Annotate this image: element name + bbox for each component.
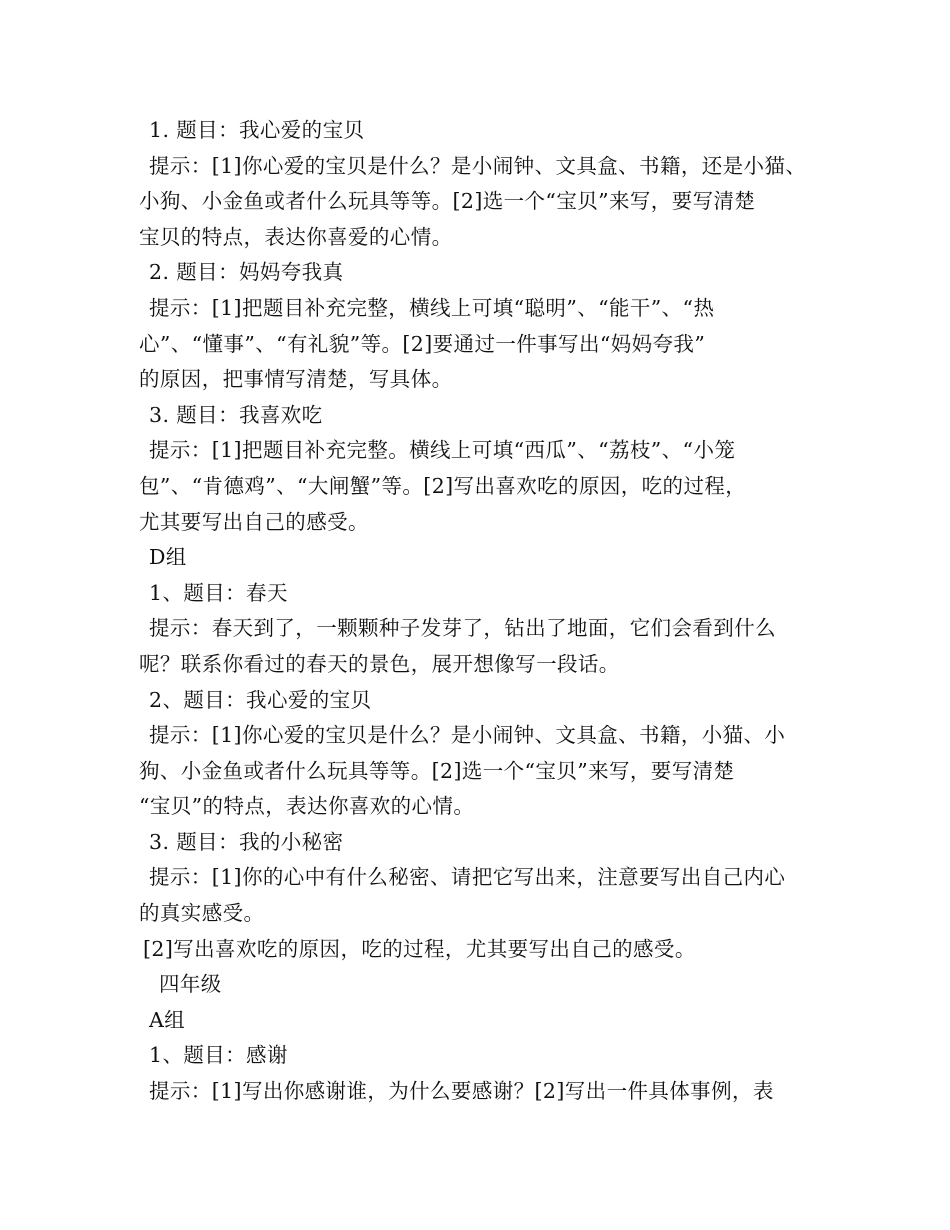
item-heading: 2、题目：我心爱的宝贝	[149, 687, 372, 712]
hint-line: 的原因，把事情写清楚，写具体。	[139, 367, 453, 392]
hint-line: 提示：[1]把题目补充完整，横线上可填“聪明”、“能干”、“热	[149, 295, 715, 320]
hint-line: 提示：[1]你心爱的宝贝是什么？是小闹钟、文具盒、书籍，小猫、小	[149, 723, 786, 748]
grade-heading: 四年级	[159, 972, 222, 997]
item-heading: 1、题目：感谢	[149, 1043, 288, 1068]
hint-line: 提示：[1]写出你感谢谁，为什么要感谢？[2]写出一件具体事例，表	[149, 1079, 774, 1104]
item-heading: 2. 题目：妈妈夸我真	[149, 260, 344, 285]
hint-line: “宝贝”的特点，表达你喜欢的心情。	[139, 794, 475, 819]
group-heading: A组	[149, 1007, 186, 1032]
hint-line: 心”、“懂事”、“有礼貌”等。[2]要通过一件事写出“妈妈夸我”	[139, 331, 706, 356]
item-heading: 1. 题目：我心爱的宝贝	[149, 118, 365, 142]
hint-line: 提示：[1]你心爱的宝贝是什么？是小闹钟、文具盒、书籍，还是小猫、	[149, 153, 807, 178]
hint-line: 提示：[1]你的心中有什么秘密、请把它写出来，注意要写出自己内心	[149, 865, 786, 890]
hint-line: 小狗、小金鱼或者什么玩具等等。[2]选一个“宝贝”来写，要写清楚	[139, 189, 756, 214]
hint-line: 的真实感受。	[139, 901, 265, 926]
item-heading: 1、题目：春天	[149, 580, 288, 605]
hint-line: 宝贝的特点，表达你喜爱的心情。	[139, 224, 453, 249]
item-heading: 3. 题目：我喜欢吃	[149, 402, 323, 427]
hint-line: 包”、“肯德鸡”、“大闸蟹”等。[2]写出喜欢吃的原因，吃的过程，	[139, 473, 747, 498]
hint-line: 提示：春天到了，一颗颗种子发芽了，钻出了地面，它们会看到什么	[149, 616, 776, 641]
hint-line: [2]写出喜欢吃的原因，吃的过程，尤其要写出自己的感受。	[143, 936, 696, 961]
hint-line: 尤其要写出自己的感受。	[139, 509, 369, 534]
document-body	[139, 113, 829, 1110]
item-heading: 3. 题目：我的小秘密	[149, 829, 344, 854]
group-heading: D组	[149, 545, 187, 570]
hint-line: 提示：[1]把题目补充完整。横线上可填“西瓜”、“荔枝”、“小笼	[149, 438, 736, 463]
hint-line: 呢？联系你看过的春天的景色，展开想像写一段话。	[139, 651, 620, 676]
hint-line: 狗、小金鱼或者什么玩具等等。[2]选一个“宝贝”来写，要写清楚	[139, 758, 735, 783]
